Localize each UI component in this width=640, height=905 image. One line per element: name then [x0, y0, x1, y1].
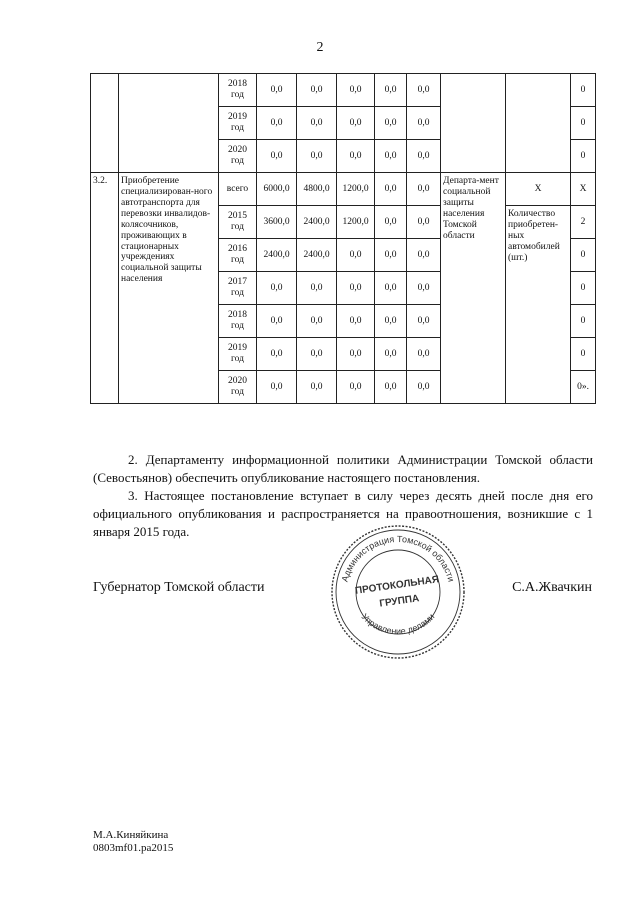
cell-value: 0,0 — [337, 272, 375, 305]
cell-indicator-value: 0 — [571, 305, 596, 338]
cell-description-empty — [119, 74, 219, 173]
cell-value: 0,0 — [375, 272, 407, 305]
table-row — [91, 74, 596, 107]
cell-indicator-value: 0 — [571, 272, 596, 305]
cell-value: 2400,0 — [297, 239, 337, 272]
cell-value: 0,0 — [337, 107, 375, 140]
cell-indicator-value: Х — [571, 173, 596, 206]
cell-value: 0,0 — [375, 371, 407, 404]
cell-value: 0,0 — [297, 140, 337, 173]
paragraph-2: 2. Департаменту информационной политики Администрации Томской области (Севостьянов) обеспечить опубликование настоящего постановления. — [93, 452, 593, 485]
cell-value: 6000,0 — [257, 173, 297, 206]
cell-item-indicator: Количество приобретен-ных автомобилей (шт.) — [506, 206, 571, 404]
cell-value: 0,0 — [297, 107, 337, 140]
cell-value: 0,0 — [375, 74, 407, 107]
footer-author: М.А.Киняйкина — [93, 829, 169, 841]
signatory-name: С.А.Жвачкин — [512, 580, 592, 595]
cell-value: 0,0 — [407, 74, 441, 107]
svg-text:Управление делами — [360, 612, 437, 637]
cell-value: 2400,0 — [257, 239, 297, 272]
cell-value: 0,0 — [297, 74, 337, 107]
cell-year: 2018 год — [219, 305, 257, 338]
cell-value: 0,0 — [407, 140, 441, 173]
cell-value: 1200,0 — [337, 206, 375, 239]
cell-value: 0,0 — [257, 107, 297, 140]
page-number: 2 — [316, 40, 324, 55]
cell-value: 3600,0 — [257, 206, 297, 239]
table-body — [91, 74, 596, 404]
cell-indicator-value: 0 — [571, 107, 596, 140]
cell-year: 2019 год — [219, 338, 257, 371]
cell-value: 0,0 — [257, 74, 297, 107]
cell-value: 0,0 — [297, 338, 337, 371]
cell-value: 0,0 — [375, 338, 407, 371]
cell-item-description: Приобретение специализирован-ного автотранспорта для перевозки инвалидов-колясочников, проживающих в стационарных учреждениях социальной защиты населения — [119, 173, 219, 404]
signatory-title: Губернатор Томской области — [93, 580, 265, 595]
cell-value: 1200,0 — [337, 173, 375, 206]
stamp-outer-bottom: Управление делами — [359, 611, 437, 637]
cell-value: 0,0 — [337, 74, 375, 107]
cell-year: 2018 год — [219, 74, 257, 107]
cell-year: 2019 год — [219, 107, 257, 140]
cell-executor-empty — [441, 74, 506, 173]
program-table — [90, 73, 596, 404]
stamp-outer-top: Администрация Томской области — [339, 533, 457, 583]
cell-indicator-value: 0 — [571, 140, 596, 173]
document-footer — [93, 829, 173, 855]
table-row — [91, 173, 596, 206]
cell-value: 0,0 — [407, 338, 441, 371]
cell-value: 0,0 — [407, 371, 441, 404]
cell-value: 2400,0 — [297, 206, 337, 239]
official-stamp — [328, 522, 468, 662]
cell-number-empty — [91, 74, 119, 173]
cell-value: 0,0 — [297, 371, 337, 404]
paragraph-3: 3. Настоящее постановление вступает в силу через десять дней после дня его официального опубликования и распространяется на правоотношения, возникшие с 1 января 2015 года. — [93, 488, 593, 539]
cell-value: 0,0 — [257, 305, 297, 338]
cell-value: 0,0 — [297, 272, 337, 305]
cell-value: 0,0 — [407, 239, 441, 272]
cell-indicator-value: 0». — [571, 371, 596, 404]
cell-value: 4800,0 — [297, 173, 337, 206]
cell-indicator-empty — [506, 74, 571, 173]
cell-value: 0,0 — [407, 305, 441, 338]
stamp-center-line1: ПРОТОКОЛЬНАЯ — [354, 574, 440, 597]
cell-year: 2017 год — [219, 272, 257, 305]
cell-indicator-value: 0 — [571, 239, 596, 272]
cell-item-executor: Департа-мент социальной защиты населения Томской области — [441, 173, 506, 404]
cell-value: 0,0 — [257, 338, 297, 371]
stamp-center-line2: ГРУППА — [378, 593, 420, 610]
cell-value: 0,0 — [337, 305, 375, 338]
cell-value: 0,0 — [337, 338, 375, 371]
cell-value: 0,0 — [375, 107, 407, 140]
cell-value: 0,0 — [337, 239, 375, 272]
cell-value: 0,0 — [297, 305, 337, 338]
cell-value: 0,0 — [257, 140, 297, 173]
cell-value: 0,0 — [375, 140, 407, 173]
cell-value: 0,0 — [407, 107, 441, 140]
cell-value: 0,0 — [257, 272, 297, 305]
cell-value: 0,0 — [375, 173, 407, 206]
cell-indicator-value: 0 — [571, 338, 596, 371]
cell-item-number: 3.2. — [91, 173, 119, 404]
cell-year: 2015 год — [219, 206, 257, 239]
cell-value: 0,0 — [375, 206, 407, 239]
cell-value: 0,0 — [375, 239, 407, 272]
cell-value: 0,0 — [407, 173, 441, 206]
cell-value: 0,0 — [257, 371, 297, 404]
cell-value: 0,0 — [375, 305, 407, 338]
cell-value: 0,0 — [407, 206, 441, 239]
cell-value: 0,0 — [337, 371, 375, 404]
svg-text:Администрация Томской области — [340, 534, 457, 583]
cell-year: 2016 год — [219, 239, 257, 272]
cell-indicator-value: 2 — [571, 206, 596, 239]
cell-indicator-x: Х — [506, 173, 571, 206]
cell-value: 0,0 — [337, 140, 375, 173]
footer-doc-code: 0803mf01.pa2015 — [93, 842, 174, 854]
cell-year: всего — [219, 173, 257, 206]
cell-year: 2020 год — [219, 371, 257, 404]
cell-year: 2020 год — [219, 140, 257, 173]
cell-indicator-value: 0 — [571, 74, 596, 107]
cell-value: 0,0 — [407, 272, 441, 305]
